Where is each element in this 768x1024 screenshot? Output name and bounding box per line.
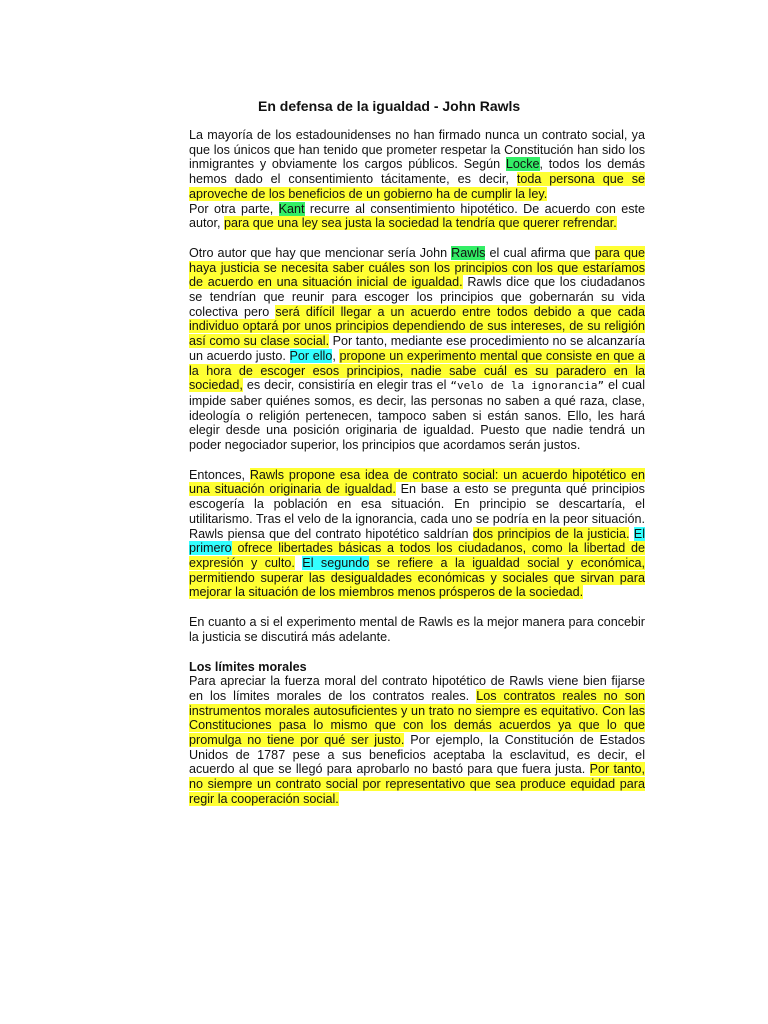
veil-term: “velo de la ignorancia” [450, 379, 605, 393]
paragraph-4 [189, 468, 645, 600]
text-span: Por tanto, mediante ese procedimiento no se alcanzaría un acuerdo justo. [189, 334, 645, 363]
text-span: Por ejemplo, la Constitución de Estados Unidos de 1787 pese a sus beneficios aceptaba la esclavitud, es decir, el acuerdo al que se llegó para aprobarlo no bastó para que fuera justa. [189, 733, 645, 777]
text-span: Otro autor que hay que mencionar sería John [189, 245, 452, 260]
text-span: es decir, consistiría en elegir tras el [242, 378, 451, 393]
text-span: Rawls dice que los ciudadanos se tendrían que reunir para escoger los principios que gobernarán su vida colectiva pero [189, 275, 645, 319]
highlight-connector: Por ello [289, 348, 333, 363]
text-span: Por otra parte, [189, 201, 279, 216]
text-span: el cual impide saber quiénes somos, es decir, las personas no saben a qué raza, clase, ideología o religión pertenecen, tampoco saben si están sanos. Ello, les hará elegir desde una posición originaria de igualdad. Puesto que nadie tendrá un poder negociador superior, los principios que acordamos serán justos. [189, 378, 645, 453]
highlight-text: dos principios de la justicia. [472, 526, 630, 541]
highlight-text: ofrece libertades básicas a todos los ciudadanos, como la libertad de expresión y culto. [189, 541, 645, 570]
highlight-rawls: Rawls [451, 245, 486, 260]
text-span: el cual afirma que [485, 245, 595, 260]
highlight-text: toda persona que se aproveche de los beneficios de un gobierno ha de cumplir la ley. [189, 172, 645, 201]
highlight-connector: El segundo [302, 555, 370, 570]
paragraph-2 [189, 202, 645, 231]
paragraph-3 [189, 246, 645, 453]
highlight-text: para que haya justicia se necesita saber cuáles son los principios con los que estaríamos de acuerdo en una situación inicial de igualdad. [189, 245, 646, 290]
highlight-text: Los contratos reales no son instrumentos morales autosuficientes y un trato no siempre es equitativo. Con las Constituciones pasa lo mismo que con los demás acuerdos ya que lo que promulga no tiene por qué ser justo. [189, 688, 646, 748]
highlight-kant: Kant [278, 201, 305, 216]
highlight-text: será difícil llegar a un acuerdo entre todos debido a que cada individuo optará por unos principios dependiendo de sus intereses, de su religión así como su clase social. [189, 304, 646, 349]
paragraph-1 [189, 128, 645, 202]
text-span: Para apreciar la fuerza moral del contrato hipotético de Rawls viene bien fijarse en los límites morales de los contratos reales. [189, 674, 645, 703]
text-span: En cuanto a si el experimento mental de Rawls es la mejor manera para concebir la justicia se discutirá más adelante. [189, 615, 645, 644]
document-body [189, 128, 645, 822]
highlight-text: propone un experimento mental que consiste en que a la hora de escoger esos principios, nadie sabe cuál es su paradero en la sociedad, [189, 348, 645, 393]
paragraph-5 [189, 615, 645, 644]
page-title: En defensa de la igualdad - John Rawls [258, 98, 521, 114]
text-span: Entonces, [189, 467, 250, 482]
text-span: , todos los demás hemos dado el consentimiento tácitamente, es decir, [189, 157, 646, 187]
highlight-text: se refiere a la igualdad social y económica, permitiendo superar las desigualdades económicas y sociales que sirvan para mejorar la situación de los miembros menos prósperos de la sociedad. [189, 555, 645, 600]
highlight-text: Rawls propone esa idea de contrato social: un acuerdo hipotético en una situación originaria de igualdad. [189, 467, 645, 497]
highlight-text: Por tanto, no siempre un contrato social por representativo que sea produce equidad para regir la cooperación social. [189, 762, 645, 806]
text-span: recurre al consentimiento hipotético. De acuerdo con este autor, [189, 201, 645, 231]
highlight-connector: El primero [189, 526, 645, 556]
text-span: , [332, 348, 340, 363]
text-span: La mayoría de los estadounidenses no han firmado nunca un contrato social, ya que los únicos que han tenido que prometer respetar la Constitución han sido los inmigrantes y obviamente los cargos públicos. Según [189, 128, 645, 172]
section-heading: Los límites morales [189, 659, 307, 674]
text-span: En base a esto se pregunta qué principios escogería la población en esa situación. En principio se descartaría, el utilitarismo. Tras el velo de la ignorancia, cada uno se podría en la peor situación. Rawls piensa que del contrato hipotético saldrían [189, 482, 645, 541]
highlight-locke: Locke [505, 157, 540, 172]
paragraph-6 [189, 674, 645, 806]
highlight-text: para que una ley sea justa la sociedad la tendría que querer refrendar. [224, 216, 617, 231]
